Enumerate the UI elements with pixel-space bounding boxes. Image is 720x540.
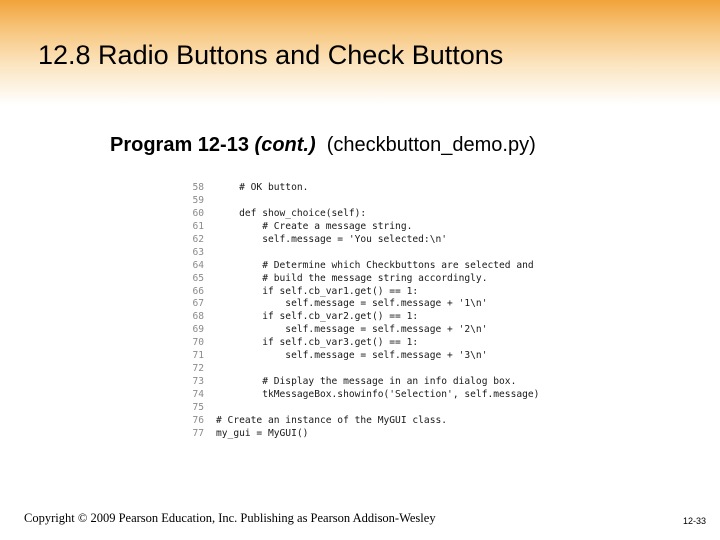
line-code: def show_choice(self): (216, 207, 367, 219)
code-line (182, 415, 542, 428)
line-code: self.message = 'You selected:\n' (216, 233, 448, 245)
code-listing (182, 182, 542, 441)
line-number: 69 (192, 324, 204, 336)
code-line (182, 234, 542, 247)
line-number: 75 (192, 401, 204, 413)
code-line (182, 363, 542, 376)
line-number: 67 (192, 298, 204, 310)
line-number: 58 (192, 182, 204, 193)
code-line (182, 324, 542, 337)
code-line (182, 195, 542, 208)
page-number: 12-33 (682, 516, 706, 526)
code-line (182, 311, 542, 324)
code-line (182, 286, 542, 299)
line-number: 60 (192, 207, 204, 219)
code-line (182, 337, 542, 350)
line-number: 73 (192, 376, 204, 388)
line-number: 63 (192, 246, 204, 258)
footer-copyright: Copyright © 2009 Pearson Education, Inc. Publishing as Pearson Addison-Wesley (24, 511, 436, 525)
line-number: 61 (192, 220, 204, 232)
line-code: # OK button. (216, 182, 309, 193)
slide-title: 12.8 Radio Buttons and Check Buttons (38, 40, 504, 70)
line-number: 74 (192, 389, 204, 400)
line-number: 77 (192, 427, 204, 439)
line-code: self.message = self.message + '3\n' (216, 350, 488, 362)
line-number: 68 (192, 311, 204, 323)
program-number: Program 12-13 (110, 134, 249, 156)
code-line (182, 247, 542, 260)
line-code: self.message = self.message + '2\n' (216, 324, 488, 336)
line-code: # build the message string accordingly. (216, 272, 488, 284)
line-code: # Create an instance of the MyGUI class. (216, 414, 448, 426)
line-code: # Determine which Checkbuttons are selected and (216, 259, 534, 271)
program-filename: (checkbutton_demo.py) (326, 134, 536, 156)
line-code: self.message = self.message + '1\n' (216, 298, 488, 310)
code-line (182, 221, 542, 234)
line-number: 62 (192, 233, 204, 245)
code-line (182, 428, 542, 441)
line-number: 71 (192, 350, 204, 362)
code-line (182, 350, 542, 363)
code-line (182, 208, 542, 221)
line-code: tkMessageBox.showinfo('Selection', self.message) (216, 389, 540, 400)
line-number: 65 (192, 272, 204, 284)
line-number: 64 (192, 259, 204, 271)
code-line (182, 376, 542, 389)
code-line (182, 389, 542, 402)
line-number: 66 (192, 285, 204, 297)
code-line (182, 182, 542, 195)
program-caption (110, 134, 536, 157)
program-cont-label: (cont.) (254, 134, 316, 156)
code-line (182, 260, 542, 273)
line-code: if self.cb_var2.get() == 1: (216, 311, 419, 323)
line-number: 76 (192, 414, 204, 426)
line-code: if self.cb_var3.get() == 1: (216, 337, 419, 349)
line-number: 70 (192, 337, 204, 349)
line-code: if self.cb_var1.get() == 1: (216, 285, 419, 297)
line-code: my_gui = MyGUI() (216, 427, 309, 439)
code-line (182, 402, 542, 415)
line-code: # Display the message in an info dialog box. (216, 376, 517, 388)
line-code: # Create a message string. (216, 220, 413, 232)
code-line (182, 273, 542, 286)
line-number: 72 (192, 363, 204, 375)
line-number: 59 (192, 194, 204, 206)
code-line (182, 298, 542, 311)
